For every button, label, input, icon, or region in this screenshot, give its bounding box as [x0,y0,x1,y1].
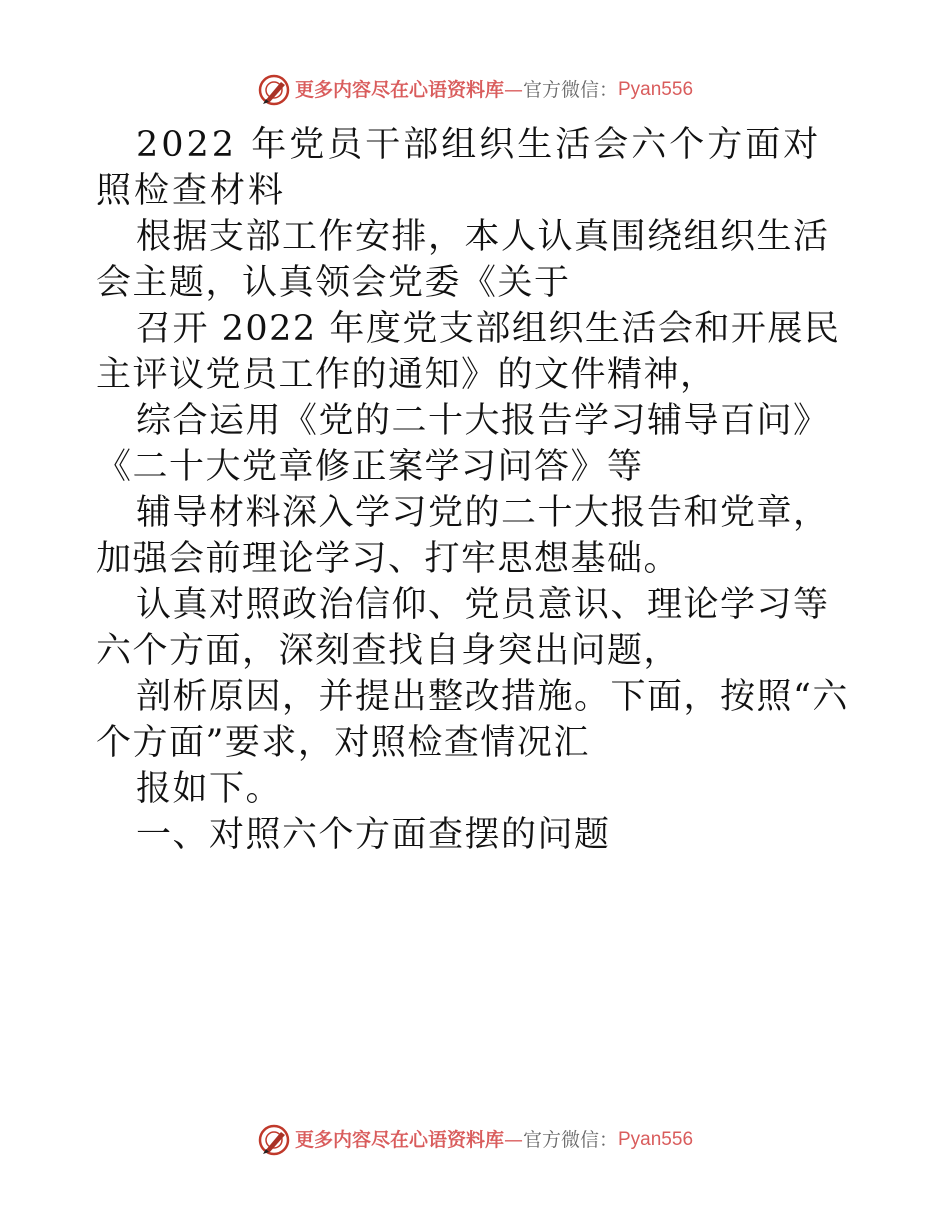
watermark-main-text: 更多内容尽在心语资料库 [294,1129,504,1151]
watermark-dash: — [503,1129,523,1151]
section-heading: 一、对照六个方面查摆的问题 [136,815,611,855]
paragraph: 认真对照政治信仰、党员意识、理论学习等六个方面，深刻查找自身突出问题， [96,585,830,671]
document-title: 2022 年党员干部组织生活会六个方面对照检查材料 [96,125,822,211]
paragraph: 综合运用《党的二十大报告学习辅导百问》《二十大党章修正案学习问答》等 [96,401,830,487]
document-body [96,122,856,858]
watermark-wechat-label: 官方微信： [522,1129,618,1151]
watermark-wechat-id: Pyan556 [618,1129,694,1150]
paragraph: 根据支部工作安排，本人认真围绕组织生活会主题，认真领会党委《关于 [96,217,830,303]
watermark-main-text: 更多内容尽在心语资料库 [294,79,504,101]
pen-logo-icon [257,1123,291,1157]
pen-logo-icon [257,73,291,107]
paragraph: 辅导材料深入学习党的二十大报告和党章，加强会前理论学习、打牢思想基础。 [96,493,830,579]
paragraph: 召开 2022 年度党支部组织生活会和开展民主评议党员工作的通知》的文件精神， [96,309,841,395]
footer-watermark [0,1120,950,1160]
paragraph: 报如下。 [136,769,283,809]
watermark-wechat-id: Pyan556 [618,79,694,100]
header-watermark [0,70,950,110]
paragraph: 剖析原因，并提出整改措施。下面，按照“六个方面”要求，对照检查情况汇 [96,677,849,763]
watermark-dash: — [503,79,523,101]
watermark-wechat-label: 官方微信： [522,79,618,101]
